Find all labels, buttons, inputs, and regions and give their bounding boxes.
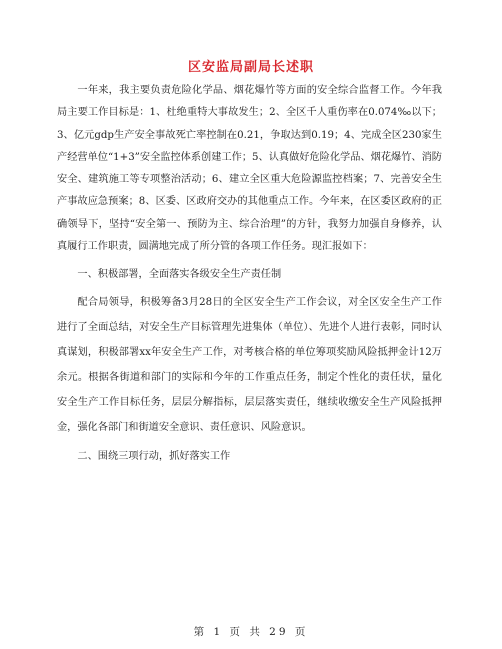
document-body (57, 80, 442, 472)
section-1-paragraph: 配合局领导，积极筹备3月28日的全区安全生产工作会议，对全区安全生产工作进行了全面总结，对安全生产目标管理先进集体（单位）、先进个人进行表彰，同时认真谋划，积极部署xx年安全生产工作，对考核合格的单位筹项奖励风险抵押金计12万余元。根据各街道和部门的实际和今年的工作重点任务，制定个性化的责任状，量化安全生产工作目标任务，层层分解指标，层层落实责任，继续收缴安全生产风险抵押金，强化各部门和街道安全意识、责任意识、风险意识。 (57, 297, 442, 434)
document-title: 区安监局副局长述职 (187, 60, 314, 75)
intro-paragraph: 一年来，我主要负责危险化学品、烟花爆竹等方面的安全综合监督工作。今年我局主要工作目标是：1、杜绝重特大事故发生；2、全区千人重伤率在0.074‰以下；3、亿元gdp生产安全事故死亡率控制在0.21，争取达到0.19；4、完成全区230家生产经营单位“1+3”安全监控体系创建工作；5、认真做好危险化学品、烟花爆竹、消防安全、建筑施工等专项整治活动；6、建立全区重大危险源监控档案；7、完善安全生产事故应急预案；8、区委、区政府交办的其他重点工作。今年来，在区委区政府的正确领导下，坚持“安全第一、预防为主、综合治理”的方针，我努力加强自身修养，认真履行工作职责，圆满地完成了所分管的各项工作任务。现汇报如下： (57, 85, 442, 253)
section-1-heading: 一、积极部署，全面落实各级安全生产责任制 (77, 269, 282, 281)
page-number-footer: 第 1 页 共 29 页 (193, 626, 309, 638)
section-2-heading: 二、围绕三项行动，抓好落实工作 (77, 451, 231, 463)
